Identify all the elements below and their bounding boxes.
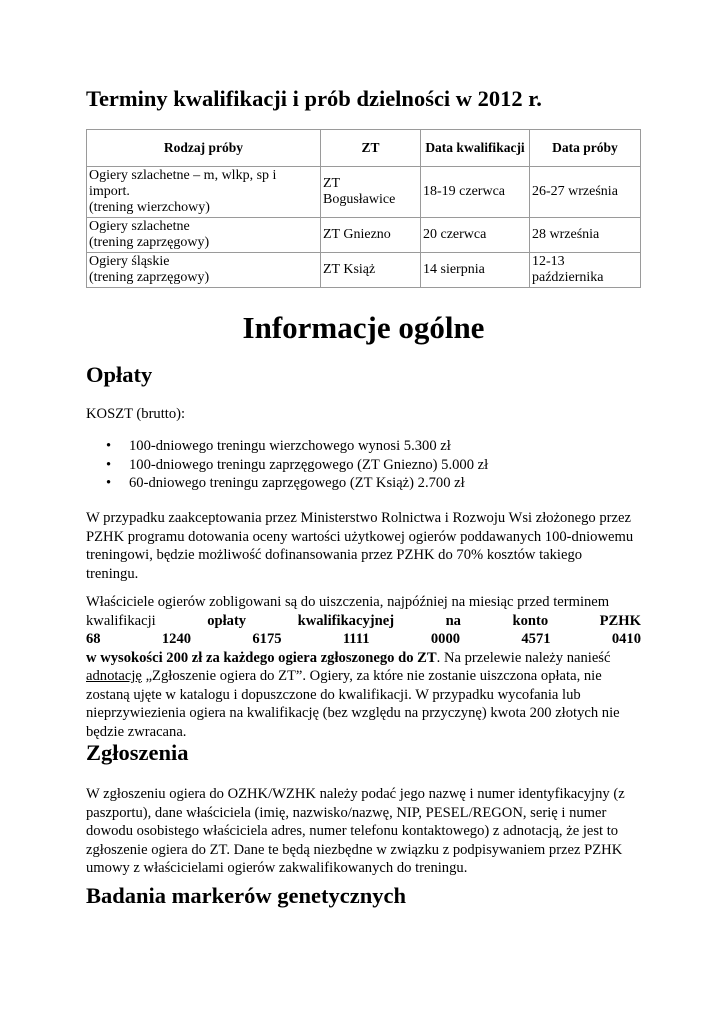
account-digit-group: 0410 [611, 631, 641, 647]
account-digit-group: 1240 [161, 631, 192, 647]
cell-line: października [532, 270, 604, 285]
cell-trial-date [530, 167, 641, 218]
page-title: Terminy kwalifikacji i prób dzielności w 2012 r. [86, 86, 542, 111]
word: opłaty [207, 612, 247, 629]
cell-trial-date [530, 253, 641, 288]
account-digit-group: 4571 [521, 631, 551, 647]
text-line [86, 593, 641, 612]
section-heading-genetic-markers: Badania markerów genetycznych [86, 883, 406, 908]
cell-line: ZT [323, 176, 341, 191]
list-item [86, 456, 488, 475]
cell-line: Ogiery szlachetne [89, 219, 190, 234]
table-header-row [87, 130, 641, 167]
payment-paragraph [86, 593, 641, 741]
column-header-zt: ZT [321, 130, 421, 167]
cost-list [86, 437, 488, 493]
text-line [86, 804, 641, 823]
cell-line: (trening wierzchowy) [89, 200, 210, 215]
bullet-icon: • [106, 475, 112, 491]
word: PZHK [599, 612, 641, 629]
list-item [86, 437, 488, 456]
underlined-word: adnotację [86, 668, 142, 684]
cell-line: Ogiery szlachetne – m, wlkp, sp i [89, 168, 277, 183]
text-line [86, 565, 641, 584]
text-line [86, 546, 641, 565]
cell-zt [321, 253, 421, 288]
line-text: PZHK programu dotowania oceny wartości użytkowej ogierów poddawanych 100-dniowemu [86, 528, 634, 545]
bullet-icon: • [106, 456, 112, 473]
text-line [86, 509, 641, 528]
column-header-trial-date: Data próby [530, 130, 641, 167]
text-line [86, 667, 641, 686]
line-text: będzie zwracana. [86, 723, 187, 740]
cell-qualification-date: 18-19 czerwca [421, 167, 530, 218]
cell-line: Ogiery śląskie [89, 254, 170, 269]
table-row [87, 167, 641, 218]
text-line [86, 785, 641, 804]
cell-zt [321, 218, 421, 253]
cell-line: 26-27 września [532, 184, 618, 199]
text-line [86, 723, 641, 742]
table-row [87, 253, 641, 288]
line-text: paszportu), dane właściciela (imię, nazwisko/nazwę, NIP, PESEL/REGON, serię i numer [86, 804, 607, 821]
word: na [445, 612, 461, 629]
account-number [86, 630, 641, 649]
bullet-icon: • [106, 438, 112, 454]
list-item-text: 100-dniowego treningu wierzchowego wynosi 5.300 zł [129, 438, 451, 454]
section-heading-fees: Opłaty [86, 362, 153, 387]
column-header-type: Rodzaj próby [87, 130, 321, 167]
text-line [86, 528, 641, 547]
cell-qualification-date: 14 sierpnia [421, 253, 530, 288]
cell-line: ZT Książ [323, 262, 376, 277]
line-text: . Na przelewie należy nanieść [436, 649, 611, 666]
word: kwalifikacji [86, 612, 156, 629]
cell-type [87, 167, 321, 218]
cell-zt [321, 167, 421, 218]
account-digit-group: 1111 [342, 631, 370, 647]
account-digit-group: 6175 [252, 631, 282, 647]
line-text: treningu. [86, 565, 139, 582]
cell-qualification-date: 20 czerwca [421, 218, 530, 253]
schedule-table [86, 129, 641, 288]
list-item-text: 60-dniowego treningu zaprzęgowego (ZT Książ) 2.700 zł [129, 475, 465, 491]
applications-paragraph [86, 785, 641, 878]
word: kwalifikacyjnej [297, 612, 395, 629]
account-digit-group: 68 [86, 631, 101, 647]
line-text: Właściciele ogierów zobligowani są do uiszczenia, najpóźniej na miesiąc przed terminem [86, 594, 610, 610]
cell-line: (trening zaprzęgowy) [89, 270, 210, 285]
cell-line: ZT Gniezno [323, 227, 391, 242]
text-line [86, 612, 641, 631]
line-text: zostaną ujęte w katalogu i dopuszczone do kwalifikacji. W przypadku wycofania lub [86, 686, 581, 703]
text-line [86, 686, 641, 705]
account-digit-group: 0000 [430, 631, 461, 647]
text-line [86, 822, 641, 841]
section-heading-applications: Zgłoszenia [86, 740, 189, 765]
text-line [86, 649, 641, 668]
line-text: „Zgłoszenie ogiera do ZT”. Ogiery, za które nie zostanie uiszczona opłata, nie [141, 668, 602, 684]
line-text: nieprzywiezienia ogiera na kwalifikację (bez względu na przyczynę) kwota 200 złotych nie [86, 705, 620, 721]
line-text: treningowi, będzie możliwość dofinansowania przez PZHK do 70% kosztów takiego [86, 547, 583, 563]
cell-line: 12-13 [532, 254, 565, 269]
cell-trial-date [530, 218, 641, 253]
text-line [86, 704, 641, 723]
cell-line: 28 września [532, 227, 600, 242]
list-item-text: 100-dniowego treningu zaprzęgowego (ZT Gniezno) 5.000 zł [129, 456, 489, 473]
table-row [87, 218, 641, 253]
cell-line: (trening zaprzęgowy) [89, 235, 210, 250]
cell-type [87, 253, 321, 288]
cost-label: KOSZT (brutto): [86, 406, 186, 422]
word: konto [512, 612, 549, 629]
line-text: umowy z właścicielami ogierów zakwalifikowanych do treningu. [86, 860, 468, 876]
cell-line: Bogusławice [323, 192, 396, 207]
cell-line: import. [89, 184, 130, 199]
line-text: W zgłoszeniu ogiera do OZHK/WZHK należy podać jego nazwę i numer identyfikacyjny (z [86, 786, 625, 802]
funding-paragraph [86, 509, 641, 583]
fee-amount-text: w wysokości 200 zł za każdego ogiera zgłoszonego do ZT [86, 649, 437, 666]
line-text: zgłoszenie ogiera do ZT. Dane te będą niezbędne w związku z podpisywaniem przez PZHK [86, 841, 623, 858]
text-line [86, 859, 641, 878]
list-item [86, 474, 488, 493]
column-header-qualification-date: Data kwalifikacji [421, 130, 530, 167]
text-line [86, 841, 641, 860]
line-text: W przypadku zaakceptowania przez Ministerstwo Rolnictwa i Rozwoju Wsi złożonego przez [86, 510, 631, 526]
section-title-general-info: Informacje ogólne [242, 310, 485, 345]
cell-type [87, 218, 321, 253]
line-text: dowodu osobistego właściciela adres, numer telefonu kontaktowego) z adnotacją, że jest to [86, 823, 619, 839]
